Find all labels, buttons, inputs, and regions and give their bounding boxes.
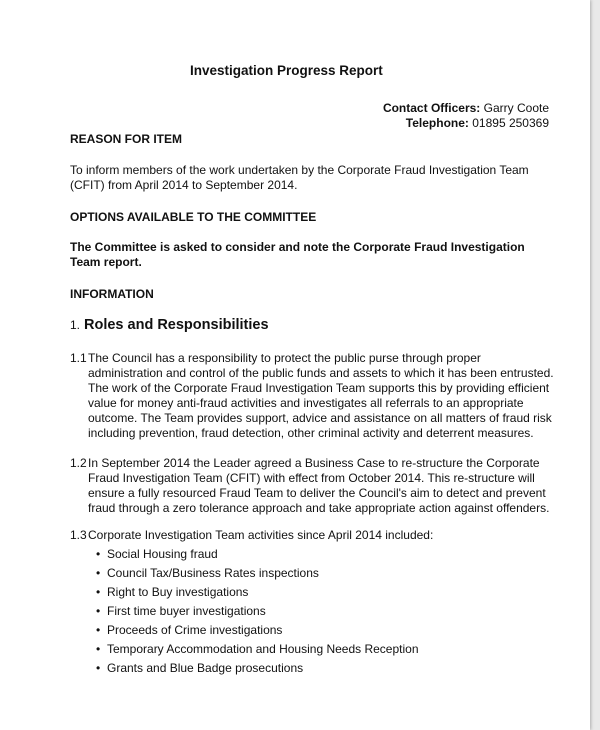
contact-officers-label: Contact Officers: <box>382 101 481 115</box>
list-item <box>96 621 419 640</box>
paragraph-1-2 <box>70 456 555 516</box>
list-item-text: Proceeds of Crime investigations <box>107 623 283 637</box>
options-body: The Committee is asked to consider and note the Corporate Fraud Investigation Team report. <box>70 240 525 269</box>
list-item-text: Temporary Accommodation and Housing Needs Reception <box>107 642 419 656</box>
telephone-value: 01895 250369 <box>472 116 549 130</box>
list-item-text: Right to Buy investigations <box>107 585 249 599</box>
document-title: Investigation Progress Report <box>190 63 383 78</box>
list-item <box>96 640 419 659</box>
contact-block <box>383 101 549 131</box>
paragraph-1-1 <box>70 351 555 441</box>
bullet-icon: • <box>96 623 101 637</box>
telephone-label: Telephone: <box>405 116 469 130</box>
paragraph-number: 1.3 <box>70 528 87 542</box>
bullet-icon: • <box>96 661 101 675</box>
list-item-text: First time buyer investigations <box>107 604 266 618</box>
paragraph-1-3 <box>70 528 555 543</box>
list-item <box>96 545 419 564</box>
list-item-text: Council Tax/Business Rates inspections <box>107 566 319 580</box>
list-item <box>96 564 419 583</box>
activities-list <box>96 545 419 678</box>
bullet-icon: • <box>96 642 101 656</box>
section-number: 1. <box>70 318 81 332</box>
paragraph-text: Corporate Investigation Team activities since April 2014 included: <box>88 528 434 542</box>
list-item <box>96 659 419 678</box>
section-title <box>70 318 269 333</box>
bullet-icon: • <box>96 566 101 580</box>
section-title-text: Roles and Responsibilities <box>84 317 269 333</box>
telephone-line <box>383 116 549 131</box>
list-item-text: Social Housing fraud <box>107 547 218 561</box>
contact-officers-line <box>383 101 549 116</box>
list-item-text: Grants and Blue Badge prosecutions <box>107 661 304 675</box>
bullet-icon: • <box>96 585 101 599</box>
reason-heading: REASON FOR ITEM <box>70 132 183 146</box>
list-item <box>96 602 419 621</box>
paragraph-number: 1.2 <box>70 456 87 470</box>
information-heading: INFORMATION <box>70 287 154 301</box>
paragraph-text: The Council has a responsibility to protect the public purse through proper administration and control of the public funds and assets to which it has been entrusted. The work of the Corporate Fraud Investigation Team supports this by providing efficient value for money anti-fraud activities and investigates all referrals to an appropriate outcome. The Team provides support, advice and assistance on all matters of fraud risk including prevention, fraud detection, other criminal activity and deterrent measures. <box>88 351 554 440</box>
bullet-icon: • <box>96 547 101 561</box>
list-item <box>96 583 419 602</box>
bullet-icon: • <box>96 604 101 618</box>
options-heading: OPTIONS AVAILABLE TO THE COMMITTEE <box>70 210 317 224</box>
reason-body: To inform members of the work undertaken by the Corporate Fraud Investigation Team (CFIT) from April 2014 to September 2014. <box>70 163 529 192</box>
paragraph-text: In September 2014 the Leader agreed a Business Case to re-structure the Corporate Fraud Investigation Team (CFIT) with effect from October 2014. This re-structure will ensure a fully resourced Fraud Team to deliver the Council's aim to detect and prevent fraud through a zero tolerance approach and take appropriate action against offenders. <box>88 456 550 515</box>
contact-officers-value: Garry Coote <box>483 101 549 115</box>
paragraph-number: 1.1 <box>70 351 87 365</box>
